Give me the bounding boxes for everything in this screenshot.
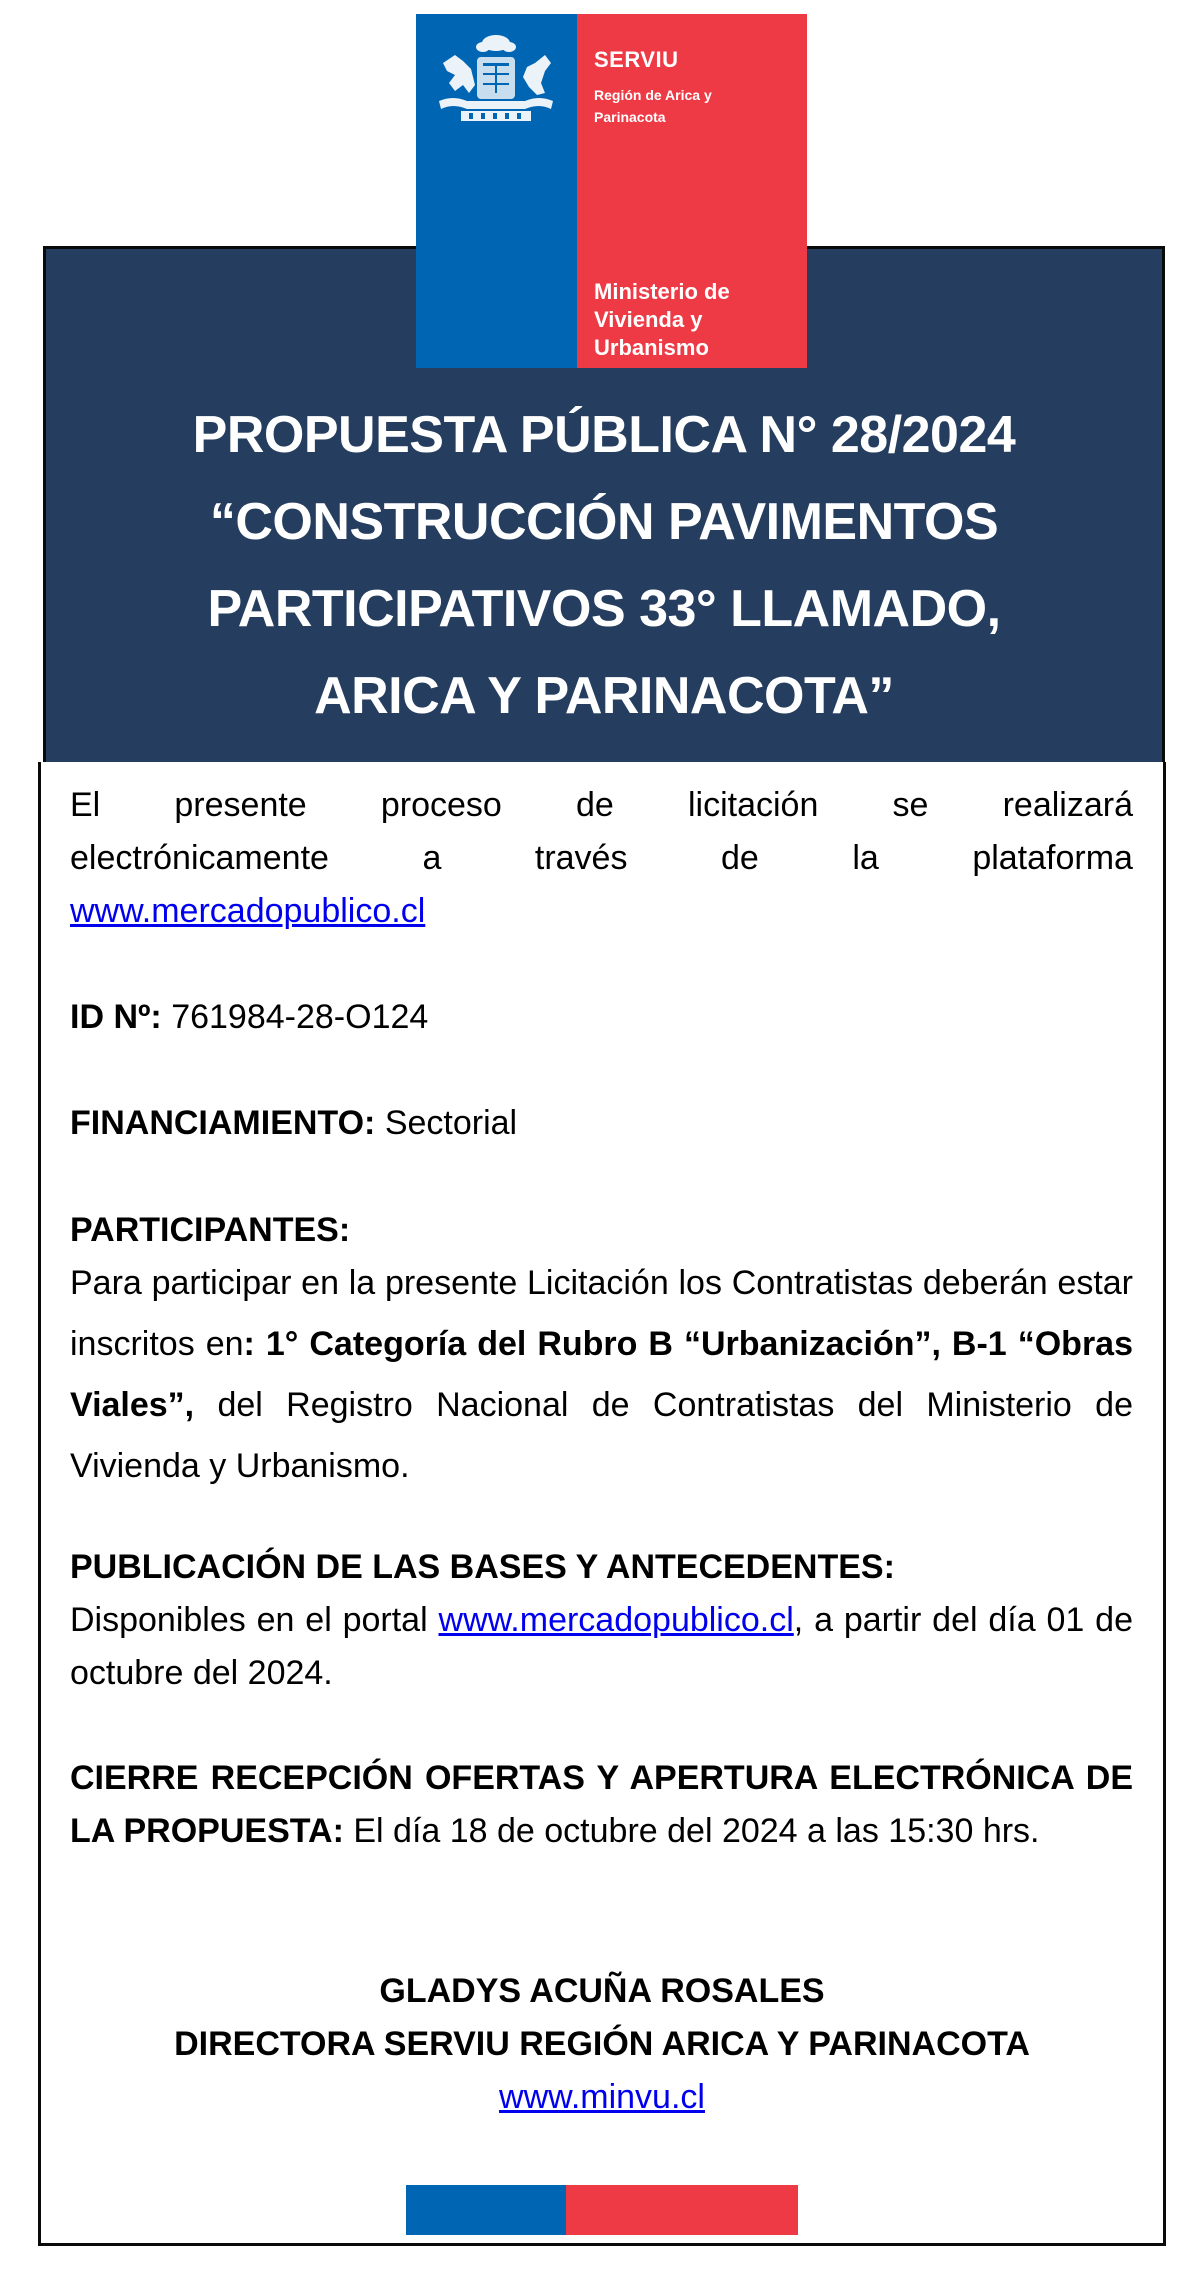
publicacion-section: [70, 1541, 1133, 1700]
publicacion-heading: PUBLICACIÓN DE LAS BASES Y ANTECEDENTES:: [70, 1548, 895, 1586]
financiamiento-value: Sectorial: [384, 1104, 518, 1142]
word: El: [70, 786, 101, 824]
publicacion-text: [70, 1594, 1133, 1700]
word: de: [576, 786, 614, 824]
word: la: [852, 839, 879, 877]
participantes-text-2: del Registro Nacional de Contratistas del Ministerio de Vivienda y Urbanismo.: [70, 1386, 1133, 1485]
participantes-requirement: : 1° Categoría del Rubro B “Urbanización”, B-1 “Obras Viales”,: [70, 1325, 1133, 1424]
logo-region-line: Parinacota: [594, 109, 666, 125]
publicacion-text-before: Disponibles en el portal: [70, 1601, 439, 1639]
intro-line: [70, 779, 1133, 832]
word: se: [892, 786, 929, 824]
footer-color-bar: [406, 2185, 798, 2235]
logo-ministry-line: Vivienda y: [594, 307, 703, 332]
signatory-position: DIRECTORA SERVIU REGIÓN ARICA Y PARINACOTA: [174, 2025, 1030, 2063]
id-field: [70, 991, 1133, 1044]
mercadopublico-link[interactable]: www.mercadopublico.cl: [438, 1601, 794, 1639]
logo-region: [594, 84, 712, 128]
word: plataforma: [972, 839, 1133, 877]
word: licitación: [687, 786, 819, 824]
title-line: ARICA Y PARINACOTA”: [314, 667, 894, 725]
id-label: ID Nº:: [70, 998, 162, 1036]
logo-ministry-line: Urbanismo: [594, 335, 709, 360]
word: electrónicamente: [70, 839, 329, 877]
title-line: PROPUESTA PÚBLICA N° 28/2024: [192, 406, 1016, 464]
mercadopublico-link[interactable]: www.mercadopublico.cl: [70, 892, 426, 930]
footer-red-segment: [566, 2185, 798, 2235]
word: realizará: [1002, 786, 1133, 824]
logo-region-line: Región de Arica y: [594, 87, 712, 103]
signatory-name: GLADYS ACUÑA ROSALES: [379, 1972, 825, 2010]
footer-blue-segment: [406, 2185, 566, 2235]
logo-ministry-line: Ministerio de: [594, 279, 730, 304]
participantes-heading: PARTICIPANTES:: [70, 1211, 351, 1249]
financiamiento-field: [70, 1097, 1133, 1150]
word: de: [720, 839, 759, 877]
cierre-section: [70, 1752, 1133, 1858]
word: proceso: [380, 786, 502, 824]
minvu-link[interactable]: www.minvu.cl: [499, 2078, 705, 2116]
logo-ministry: [594, 278, 730, 362]
intro-paragraph: [70, 779, 1133, 938]
title-line: “CONSTRUCCIÓN PAVIMENTOS: [209, 493, 999, 551]
word: a: [422, 839, 442, 877]
logo-org-name: SERVIU: [594, 47, 679, 72]
cierre-heading: CIERRE RECEPCIÓN OFERTAS Y APERTURA ELECTRÓNICA DE LA PROPUESTA:: [70, 1759, 1133, 1850]
intro-line: [70, 832, 1133, 885]
participantes-text: [70, 1253, 1133, 1497]
signature-block: [38, 1965, 1166, 2124]
title-line: PARTICIPATIVOS 33° LLAMADO,: [207, 580, 1001, 638]
participantes-text-1: Para participar en la presente Licitación los Contratistas deberán estar inscritos en: [70, 1264, 1133, 1363]
word: presente: [174, 786, 307, 824]
serviu-logo: [416, 14, 807, 368]
logo-blue-panel: [416, 14, 577, 368]
cierre-text: El día 18 de octubre del 2024 a las 15:30 hrs.: [343, 1812, 1040, 1850]
chile-coat-of-arms-icon: [433, 33, 560, 123]
publicacion-text-after: , a partir del día 01 de octubre del 2024.: [70, 1601, 1133, 1692]
page-title: [43, 392, 1165, 740]
id-value: 761984-28-O124: [171, 998, 429, 1036]
word: través: [534, 839, 628, 877]
financiamiento-label: FINANCIAMIENTO:: [70, 1104, 376, 1142]
